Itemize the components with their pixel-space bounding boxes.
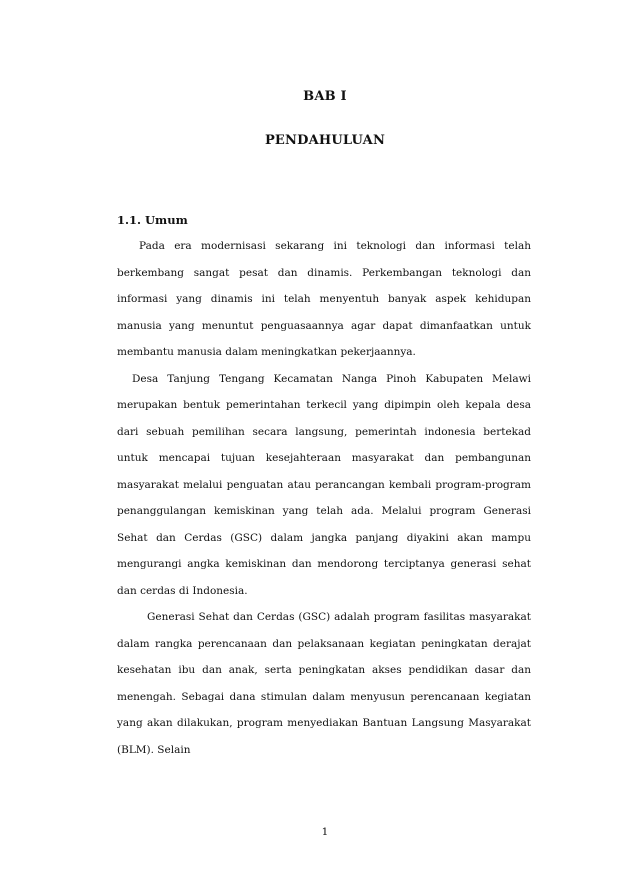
paragraph-3: Generasi Sehat dan Cerdas (GSC) adalah program fasilitas masyarakat dalam rangka perencanaan dan pelaksanaan kegiatan peningkatan derajat kesehatan ibu dan anak, serta peningkatan akses pendidikan dasar dan menengah. Sebagai dana stimulan dalam menyusun perencanaan kegiatan yang akan dilakukan, program menyediakan Bantuan Langsung Masyarakat (BLM). Selain [117, 611, 531, 756]
paragraph-1: Pada era modernisasi sekarang ini teknologi dan informasi telah berkembang sangat pesat dan dinamis. Perkembangan teknologi dan informasi yang dinamis ini telah menyentuh banyak aspek kehidupan manusia yang menuntut penguasaannya agar dapat dimanfaatkan untuk membantu manusia dalam meningkatkan pekerjaannya. [117, 240, 531, 358]
page-number: 1 [321, 826, 329, 838]
section-heading: 1.1. Umum [117, 213, 188, 227]
chapter-title: PENDAHULUAN [264, 133, 386, 148]
paragraph-2: Desa Tanjung Tengang Kecamatan Nanga Pinoh Kabupaten Melawi merupakan bentuk pemerintahan terkecil yang dipimpin oleh kepala desa dari sebuah pemilihan secara langsung, pemerintah indonesia bertekad untuk mencapai tujuan kesejahteraan masyarakat dan pembangunan masyarakat melalui penguatan atau perancangan kembali program-program penanggulangan kemiskinan yang telah ada. Melalui program Generasi Sehat dan Cerdas (GSC) dalam jangka panjang diyakini akan mampu mengurangi angka kemiskinan dan mendorong terciptanya generasi sehat dan cerdas di Indonesia. [117, 372, 531, 597]
body-text [117, 233, 531, 763]
chapter-number: BAB I [303, 89, 347, 104]
